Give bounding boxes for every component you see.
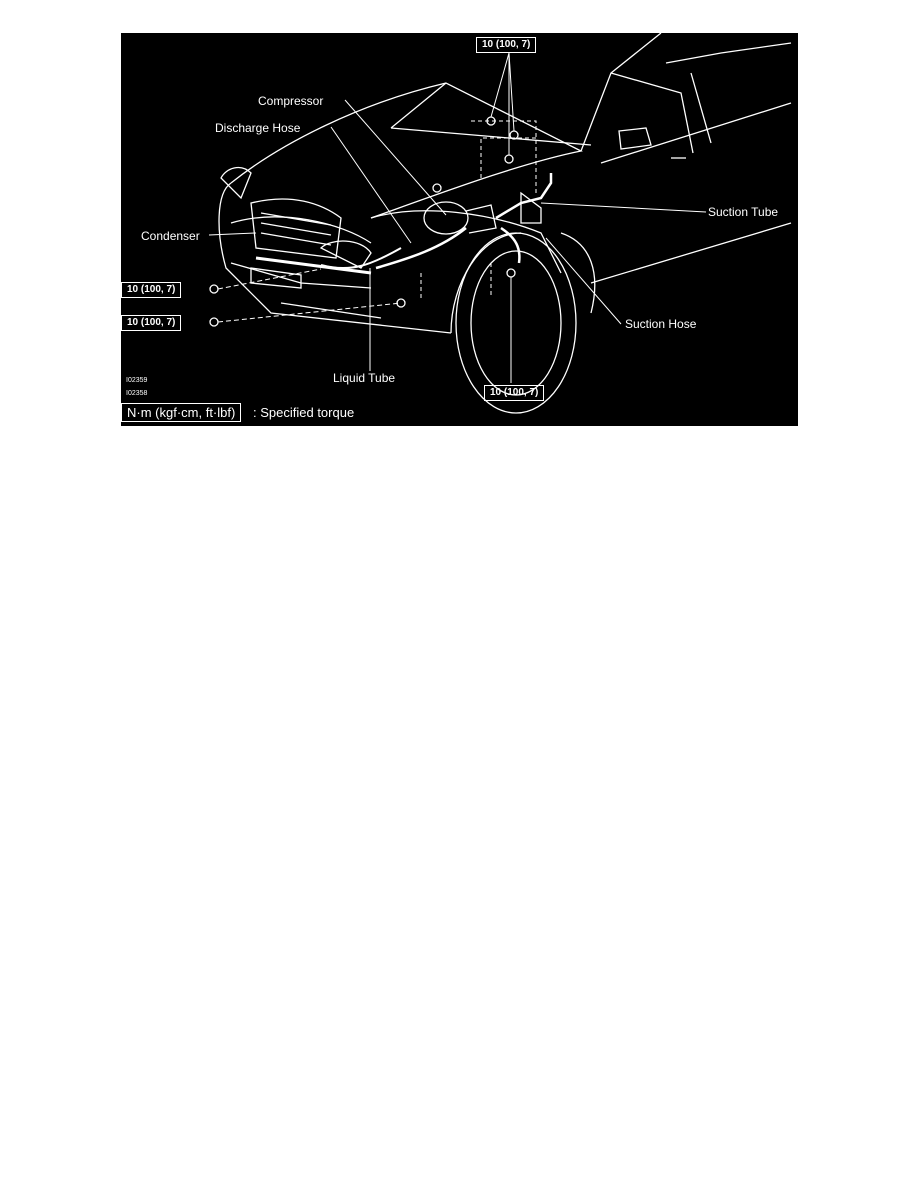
door-outline xyxy=(591,103,791,283)
discharge-hose xyxy=(376,228,466,268)
windshield-pillar xyxy=(581,33,661,151)
ac-component-diagram xyxy=(121,33,798,426)
legend-description: : Specified torque xyxy=(253,405,355,420)
torque-box-top: 10 (100, 7) xyxy=(476,37,536,53)
compressor-housing xyxy=(466,205,496,233)
bracket-dashes xyxy=(471,121,536,193)
legend-unit-box: N·m (kgf·cm, ft·lbf) xyxy=(121,403,241,422)
figure-id-1: I02359 xyxy=(126,377,148,384)
leader-condenser xyxy=(209,233,256,235)
torque-box-left-upper: 10 (100, 7) xyxy=(121,282,181,298)
bolt-left-upper xyxy=(210,285,218,293)
label-condenser: Condenser xyxy=(141,229,200,243)
side-mirror xyxy=(619,128,651,149)
label-discharge-hose: Discharge Hose xyxy=(215,121,301,135)
fender-top xyxy=(371,211,561,273)
wheel-rim xyxy=(471,251,561,395)
bolt-top-3 xyxy=(505,155,513,163)
label-suction-tube: Suction Tube xyxy=(708,205,779,219)
figure-id-2: I02358 xyxy=(126,390,148,397)
bolt-left-lower xyxy=(210,318,218,326)
leader-suction-hose xyxy=(546,238,621,324)
bolt-front xyxy=(397,299,405,307)
leader-compressor xyxy=(345,100,446,215)
hood-crease-line xyxy=(391,128,591,145)
label-suction-hose: Suction Hose xyxy=(625,317,697,331)
headlight-left xyxy=(221,168,251,198)
leader-top-2 xyxy=(509,53,514,131)
bolt-mid xyxy=(433,184,441,192)
compressor-body xyxy=(424,202,468,234)
window-frame xyxy=(611,73,693,153)
roof-line xyxy=(666,43,791,63)
leader-left-lower xyxy=(218,303,401,322)
torque-box-bottom: 10 (100, 7) xyxy=(484,385,544,401)
bolt-bottom xyxy=(507,269,515,277)
door-pillar xyxy=(691,73,711,143)
wheel-dashes xyxy=(421,263,491,298)
car-illustration xyxy=(121,33,798,426)
label-compressor: Compressor xyxy=(258,94,324,108)
leader-left-upper xyxy=(218,269,321,289)
label-liquid-tube: Liquid Tube xyxy=(333,371,396,385)
torque-box-left-lower: 10 (100, 7) xyxy=(121,315,181,331)
leader-suction-tube xyxy=(541,203,706,212)
leader-discharge-hose xyxy=(331,127,411,243)
leader-top-1 xyxy=(491,53,509,117)
